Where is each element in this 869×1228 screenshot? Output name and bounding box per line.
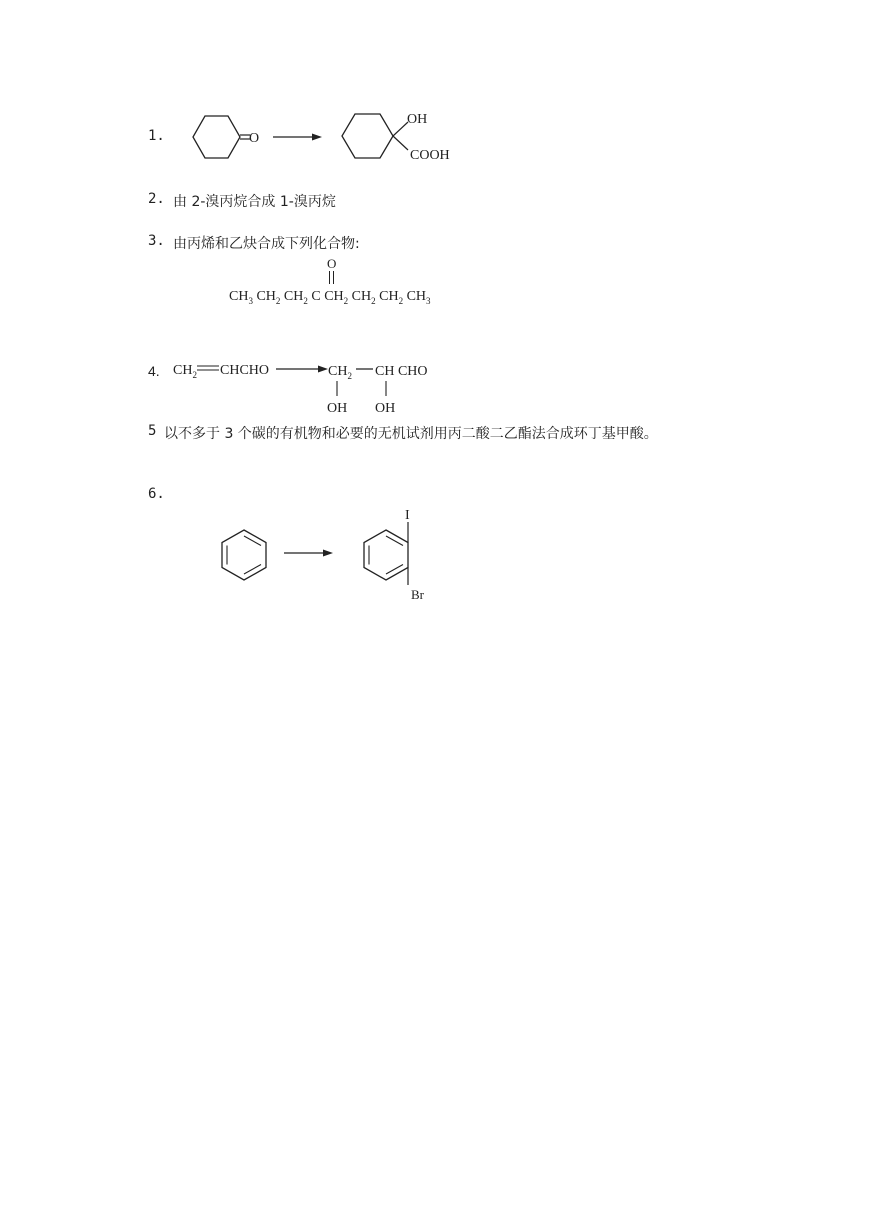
aromatic-bond xyxy=(244,565,261,575)
problem-2-number: 2. xyxy=(148,191,165,207)
problem-6-number: 6. xyxy=(148,486,165,502)
product-oh-label: OH xyxy=(407,112,428,127)
product-oh-label-2: OH xyxy=(375,401,396,416)
product-ch2-label: $CH_2$ xyxy=(328,364,352,381)
product-oh-label-1: OH xyxy=(327,401,348,416)
carbonyl-oxygen-label: O xyxy=(327,256,337,271)
acrolein-ch2-label: $CH_2$ xyxy=(173,363,197,380)
arrow-head xyxy=(323,550,333,557)
problem-5-text: 以不多于 3 个碳的有机物和必要的无机试剂用丙二酸二乙酯法合成环丁基甲酸。 xyxy=(164,426,658,442)
reactant-oxygen-label: O xyxy=(249,131,260,146)
product-cooh-label: COOH xyxy=(410,148,450,163)
problem-2-text: 由 2-溴丙烷合成 1-溴丙烷 xyxy=(173,194,336,210)
product-ch-cho-label: CH CHO xyxy=(375,364,428,379)
problem-5-number: 5 xyxy=(148,423,157,439)
aromatic-bond xyxy=(386,565,403,575)
problem-4-number: 4. xyxy=(148,363,160,379)
iodine-label: I xyxy=(405,508,410,523)
problem-1-number: 1. xyxy=(148,128,165,144)
bromine-label: Br xyxy=(411,587,424,602)
problem-3-text: 由丙烯和乙炔合成下列化合物: xyxy=(173,236,360,252)
aromatic-bond xyxy=(244,536,261,546)
bromoiodobenzene-ring xyxy=(364,530,408,580)
acrolein-chcho-label: CHCHO xyxy=(220,363,270,378)
aromatic-bond xyxy=(386,536,403,546)
ketone-formula: $CH_3$ $CH_2$ $CH_2$ C $CH_2$ $CH_2$ $CH_2$ $CH_3$ xyxy=(229,289,431,306)
benzene-ring xyxy=(222,530,266,580)
problem-3-number: 3. xyxy=(148,233,165,249)
